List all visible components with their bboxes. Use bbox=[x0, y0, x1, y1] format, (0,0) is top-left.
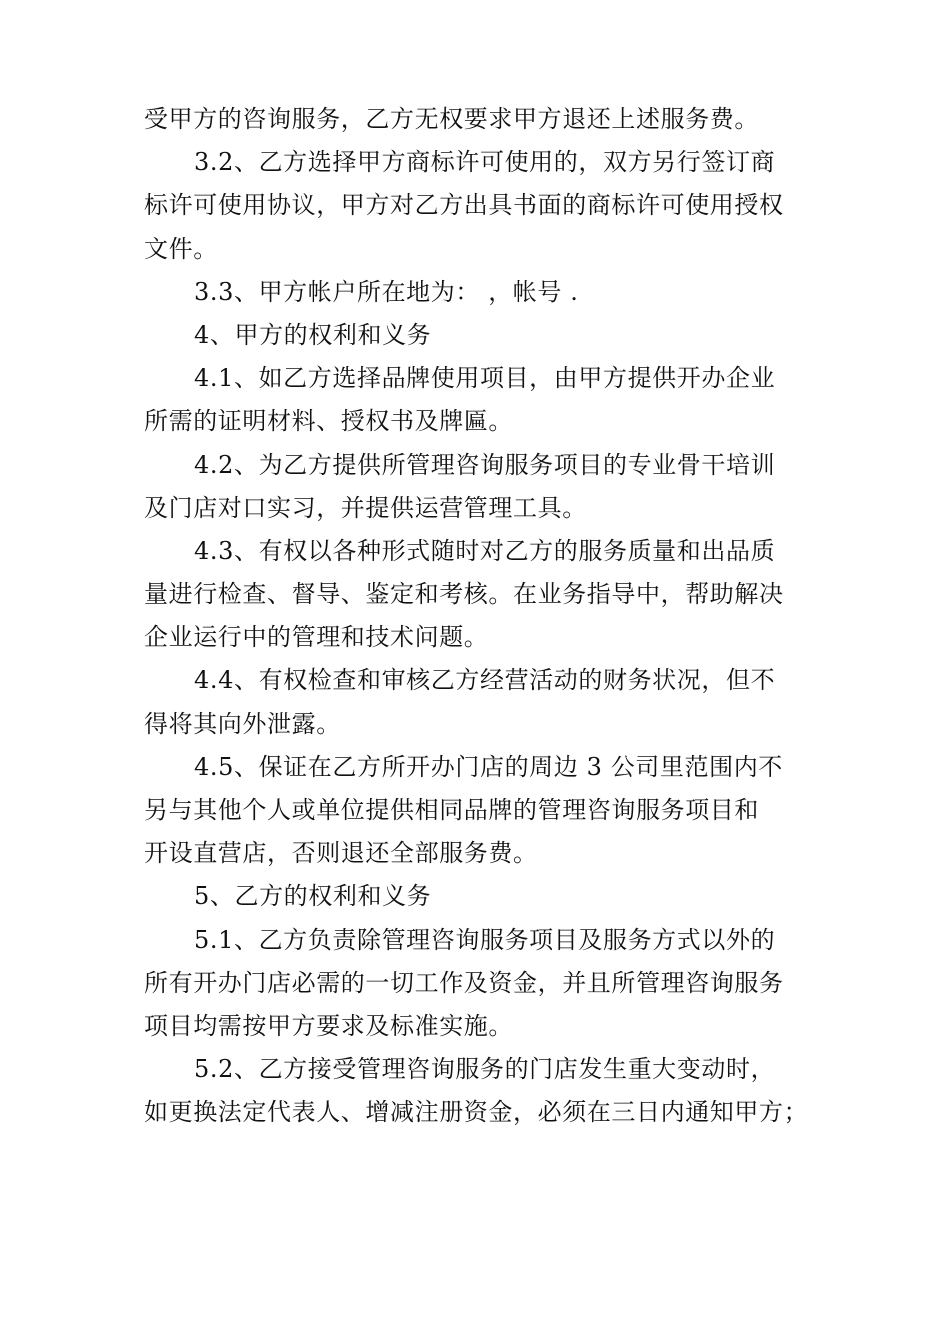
text-line: 如更换法定代表人、增减注册资金，必须在三日内通知甲方； bbox=[144, 1098, 809, 1127]
text-line: 项目均需按甲方要求及标准实施。 bbox=[144, 1011, 513, 1040]
text-line: 企业运行中的管理和技术问题。 bbox=[144, 623, 489, 652]
text-line: 标许可使用协议，甲方对乙方出具书面的商标许可使用授权 bbox=[144, 191, 784, 220]
text-line: 开设直营店，否则退还全部服务费。 bbox=[144, 839, 538, 868]
text-line: 4.2、为乙方提供所管理咨询服务项目的专业骨干培训 bbox=[194, 450, 776, 479]
text-line: 4.3、有权以各种形式随时对乙方的服务质量和出品质 bbox=[194, 536, 776, 565]
section-heading: 4、甲方的权利和义务 bbox=[194, 320, 432, 349]
text-line: 4.5、保证在乙方所开办门店的周边 3 公司里范围内不 bbox=[194, 752, 783, 781]
text-line: 所需的证明材料、授权书及牌匾。 bbox=[144, 407, 513, 436]
text-line: 文件。 bbox=[144, 234, 218, 263]
text-line: 5.1、乙方负责除管理咨询服务项目及服务方式以外的 bbox=[194, 925, 776, 954]
text-line: 3.2、乙方选择甲方商标许可使用的，双方另行签订商 bbox=[194, 148, 776, 177]
text-line: 所有开办门店必需的一切工作及资金，并且所管理咨询服务 bbox=[144, 968, 784, 997]
text-line: 量进行检查、督导、鉴定和考核。在业务指导中，帮助解决 bbox=[144, 580, 784, 609]
text-line: 及门店对口实习，并提供运营管理工具。 bbox=[144, 493, 587, 522]
text-line: 3.3、甲方帐户所在地为： ，帐号 . bbox=[194, 277, 579, 306]
text-line: 4.4、有权检查和审核乙方经营活动的财务状况，但不 bbox=[194, 666, 776, 695]
text-line: 得将其向外泄露。 bbox=[144, 709, 341, 738]
text-line: 另与其他个人或单位提供相同品牌的管理咨询服务项目和 bbox=[144, 796, 759, 824]
contract-text bbox=[144, 98, 814, 1135]
text-line: 4.1、如乙方选择品牌使用项目，由甲方提供开办企业 bbox=[194, 364, 776, 393]
section-heading: 5、乙方的权利和义务 bbox=[194, 882, 432, 911]
text-line: 5.2、乙方接受管理咨询服务的门店发生重大变动时， bbox=[194, 1055, 776, 1084]
text-line: 受甲方的咨询服务，乙方无权要求甲方退还上述服务费。 bbox=[144, 105, 759, 133]
